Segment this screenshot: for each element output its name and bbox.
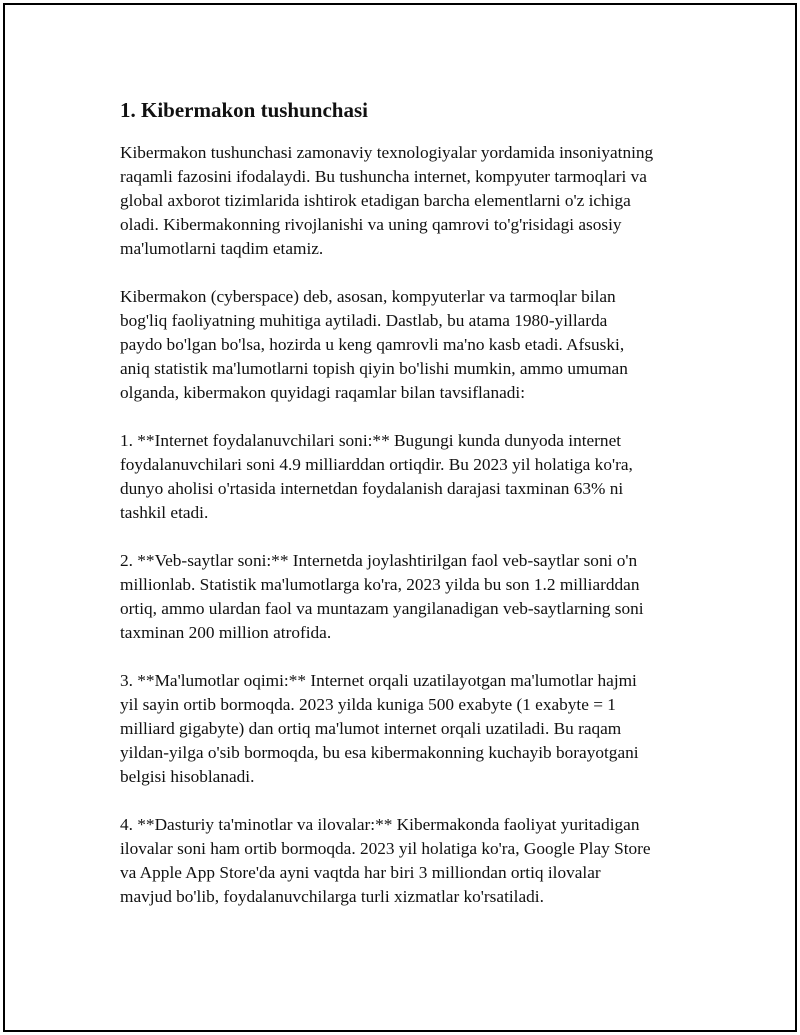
software-apps-paragraph: 4. **Dasturiy ta'minotlar va ilovalar:** Kibermakonda faoliyat yuritadigan ilovalar soni ham ortib bormoqda. 2023 yil holatiga ko'ra, Google Play Store va Apple App Store'da ayni vaqtda har biri 3 milliondan ortiq ilovalar mavjud bo'lib, foydalanuvchilarga turli xizmatlar ko'rsatiladi. <box>120 815 651 906</box>
document-page <box>3 3 797 1032</box>
data-flow-paragraph: 3. **Ma'lumotlar oqimi:** Internet orqali uzatilayotgan ma'lumotlar hajmi yil sayin ortib bormoqda. 2023 yilda kuniga 500 exabyte (1 exabyte = 1 milliard gigabyte) dan ortiq ma'lumot internet orqali uzatiladi. Bu raqam yildan-yilga o'sib bormoqda, bu esa kibermakonning kuchayib borayotgani belgisi hisoblanadi. <box>120 671 639 786</box>
document-body <box>120 95 720 933</box>
websites-paragraph: 2. **Veb-saytlar soni:** Internetda joylashtirilgan faol veb-saytlar soni o'n millionlab. Statistik ma'lumotlarga ko'ra, 2023 yilda bu son 1.2 milliarddan ortiq, ammo ulardan faol va muntazam yangilanadigan veb-saytlarning soni taxminan 200 million atrofida. <box>120 551 644 642</box>
intro-paragraph: Kibermakon tushunchasi zamonaviy texnologiyalar yordamida insoniyatning raqamli fazosini ifodalaydi. Bu tushuncha internet, kompyuter tarmoqlari va global axborot tizimlarida ishtirok etadigan barcha elementlarni o'z ichiga oladi. Kibermakonning rivojlanishi va uning qamrovi to'g'risidagi asosiy ma'lumotlarni taqdim etamiz. <box>120 143 654 258</box>
section-heading: 1. Kibermakon tushunchasi <box>120 98 368 122</box>
definition-paragraph: Kibermakon (cyberspace) deb, asosan, kompyuterlar va tarmoqlar bilan bog'liq faoliyatning muhitiga aytiladi. Dastlab, bu atama 1980-yillarda paydo bo'lgan bo'lsa, hozirda u keng qamrovli ma'no kasb etadi. Afsuski, aniq statistik ma'lumotlarni topish qiyin bo'lishi mumkin, ammo umuman olganda, kibermakon quyidagi raqamlar bilan tavsiflanadi: <box>120 287 628 402</box>
internet-users-paragraph: 1. **Internet foydalanuvchilari soni:** Bugungi kunda dunyoda internet foydalanuvchilari soni 4.9 milliarddan ortiqdir. Bu 2023 yil holatiga ko'ra, dunyo aholisi o'rtasida internetdan foydalanish darajasi taxminan 63% ni tashkil etadi. <box>120 431 633 522</box>
